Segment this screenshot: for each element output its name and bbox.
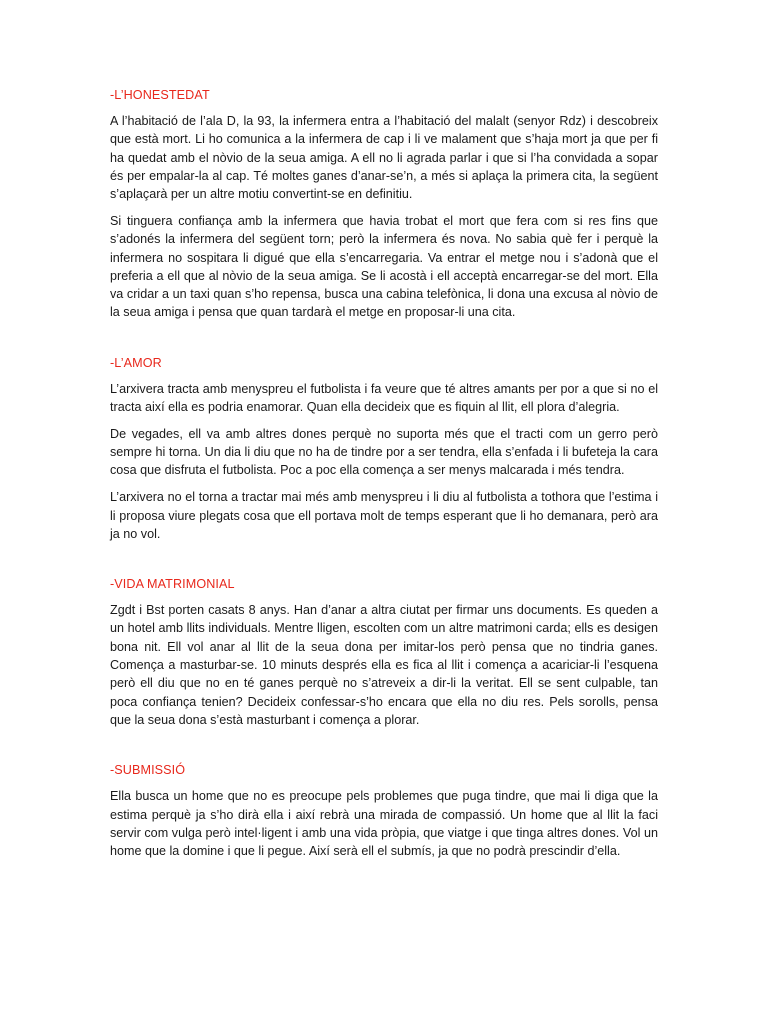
section-submissio [110, 761, 658, 860]
paragraph: L’arxivera tracta amb menyspreu el futbolista i fa veure que té altres amants per por a que si no el tracta així ella es podria enamorar. Quan ella decideix que es fiquin al llit, ell plora d’alegria. [110, 381, 658, 415]
section-amor [110, 354, 658, 543]
paragraph: De vegades, ell va amb altres dones perquè no suporta més que el tracti com un gerro però sempre hi torna. Un dia li diu que no ha de tindre por a ser tendra, ella s’enfada i li bufeteja la cara cosa que disfruta el futbolista. Poc a poc ella comença a ser menys malcarada i més tendra. [110, 426, 658, 478]
section-heading: -L’HONESTEDAT [110, 88, 210, 102]
section-vida-matrimonial [110, 575, 658, 729]
section-heading: -VIDA MATRIMONIAL [110, 577, 235, 592]
section-heading: -SUBMISSIÓ [110, 763, 186, 778]
paragraph: L’arxivera no el torna a tractar mai més amb menyspreu i li diu al futbolista a tothora que l’estima i li proposa viure plegats cosa que ell portava molt de temps esperant que li ho demanara, però ara ja no vol. [110, 490, 658, 541]
paragraph: Zgdt i Bst porten casats 8 anys. Han d’anar a altra ciutat per firmar uns documents. Es queden a un hotel amb llits individuals. Mentre lligen, escolten com un altre matrimoni carda; ells es desigen bona nit. Ell vol anar al llit de la seua dona per imitar-los però pensa que no tindria ganes. Comença a masturbar-se. 10 minuts després ella es fica al llit i comença a acariciar-li l’esquena però ell diu que no en té ganes perquè no s’atreveix a dir-li la veritat. Ell se sent culpable, tan poca confiança tenien? Decideix confessar-s’ho encara que ella no diu res. Pels sorolls, pensa que la seua dona s’està masturbant i comença a plorar. [110, 603, 658, 727]
document-page [110, 86, 658, 860]
paragraph: Si tinguera confiança amb la infermera que havia trobat el mort que fera com si res fins que s’adonés la infermera del següent torn; però la infermera és nova. No sabia què fer i perquè la infermera no sospitara li digué que ella s’encarregaria. Va entrar el metge nou i s’adonà que el preferia a ell que al nòvio de la seua amiga. Se li acostà i ell acceptà encarregar-se del mort. Ella va cridar a un taxi quan s’ho repensa, busca una cabina telefònica, li dona una excusa al nòvio de la seua amiga i pensa que quan tardarà el metge en proposar-li una cita. [110, 213, 658, 320]
paragraph: A l’habitació de l’ala D, la 93, la infermera entra a l’habitació del malalt (senyor Rdz) i descobreix que està mort. Li ho comunica a la infermera de cap i li ve malament que s’haja mort ja que per fi ha quedat amb el nòvio de la seua amiga. A ell no li agrada parlar i que si l’ha convidada a sopar és per empalar-la al cap. Té moltes ganes d’anar-se’n, a més si aplaça la primera cita, la següent s’aplaçarà per un altre motiu convertint-se en definitiu. [110, 114, 658, 202]
section-honestedat [110, 86, 658, 322]
paragraph: Ella busca un home que no es preocupe pels problemes que puga tindre, que mai li diga que la estima perquè ja s’ho dirà ella i així rebrà una mirada de compassió. Un home que al llit la faci servir com vulga però intel·ligent i amb una vida pròpia, que viatge i que tinga altres dones. Vol un home que la domine i que li pegue. Així serà ell el submís, ja que no podrà prescindir d’ella. [110, 789, 658, 859]
section-heading: -L’AMOR [110, 355, 162, 370]
